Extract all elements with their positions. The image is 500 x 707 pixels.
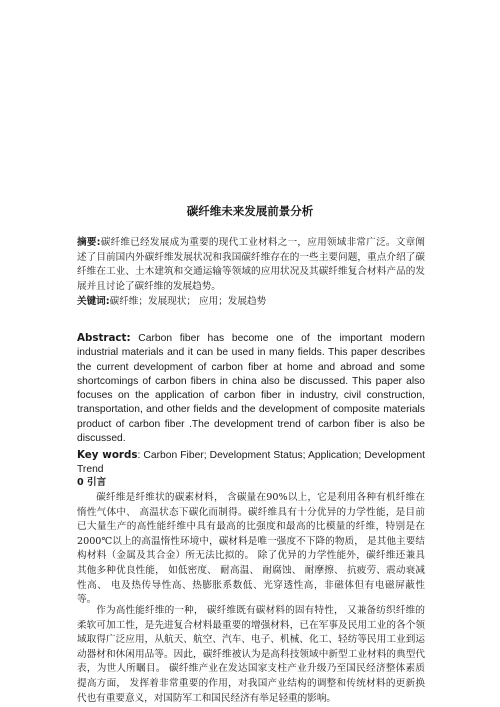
keywords-en-text: : Carbon Fiber; Development Status; Application; Development Trend <box>77 450 425 476</box>
keywords-en <box>77 448 425 478</box>
abstract-zh <box>77 236 425 294</box>
section-heading <box>77 476 425 491</box>
body-paragraph <box>77 491 425 608</box>
keywords-zh-label: 关键词: <box>77 296 110 307</box>
paper-title: 碳纤维未来发展前景分析 <box>186 204 314 218</box>
keywords-zh <box>77 295 425 310</box>
section-heading-text: 0 引言 <box>77 477 107 488</box>
abstract-zh-text: 碳纤维已经发展成为重要的现代工业材料之一，应用领域非常广泛。文章阐述了目前国内外碳纤维发展状况和我国碳纤维存在的一些主要问题，重点介绍了碳纤维在工业、土木建筑和交通运输等领域的应用状况及其碳纤维复合材料产品的发展并且讨论了碳纤维的发展趋势。 <box>77 237 426 292</box>
abstract-en-text: Carbon fiber has become one of the important modern industrial materials and it can be used in many fields. This paper describes the current development of carbon fiber at home and abroad and some shortcomings of carbon fibers in china also be discussed. This paper also focuses on the application of carbon fiber in industry, civil construction, transportation, and other fields and the development of composite materials product of carbon fiber .The development trend of carbon fiber is also be discussed. <box>77 333 425 445</box>
keywords-en-label: Key words <box>77 449 138 461</box>
keywords-zh-text: 碳纤维；发展现状； 应用；发展趋势 <box>109 296 267 307</box>
body-paragraph <box>77 604 425 706</box>
abstract-zh-label: 摘要: <box>77 237 101 248</box>
body-paragraph-text: 作为高性能纤维的一种， 碳纤维既有碳材料的固有特性， 又兼备纺织纤维的柔软可加工性，是先进复合材料最重要的增强材料，已在军事及民用工业的各个领域取得广泛应用，从航天、航空、汽车、电子、机械、化工、轻纺等民用工业到运动器材和休闲用品等。因此，碳纤维被认为是高科技领域中新型工业材料的典型代表，为世人所瞩目。 碳纤维产业在发达国家支柱产业升级乃至国民经济整体素质提高方面， 发挥着非常重要的作用，对我国产业结构的调整和传统材料的更新换代也有重要意义，对国防军工和国民经济有举足轻重的影响。 <box>77 605 425 704</box>
abstract-en <box>77 331 425 446</box>
abstract-en-label: Abstract: <box>77 332 131 344</box>
body-paragraph-text: 碳纤维是纤维状的碳素材料， 含碳量在90%以上，它是利用各种有机纤维在惰性气体中、 高温状态下碳化而制得。碳纤维具有十分优异的力学性能，是目前已大量生产的高性能纤维中具有最高的比强度和最高的比模量的纤维，特别是在2000℃以上的高温惰性环境中，碳材料是唯一强度不下降的物质， 是其他主要结构材料（金属及其合金）所无法比拟的。 除了优异的力学性能外，碳纤维还兼具其他多种优良性能， 如低密度、 耐高温、 耐腐蚀、 耐摩擦、 抗疲劳、震动衰减性高、 电及热传导性高、热膨胀系数低、光穿透性高，非磁体但有电磁屏蔽性等。 <box>77 492 425 606</box>
